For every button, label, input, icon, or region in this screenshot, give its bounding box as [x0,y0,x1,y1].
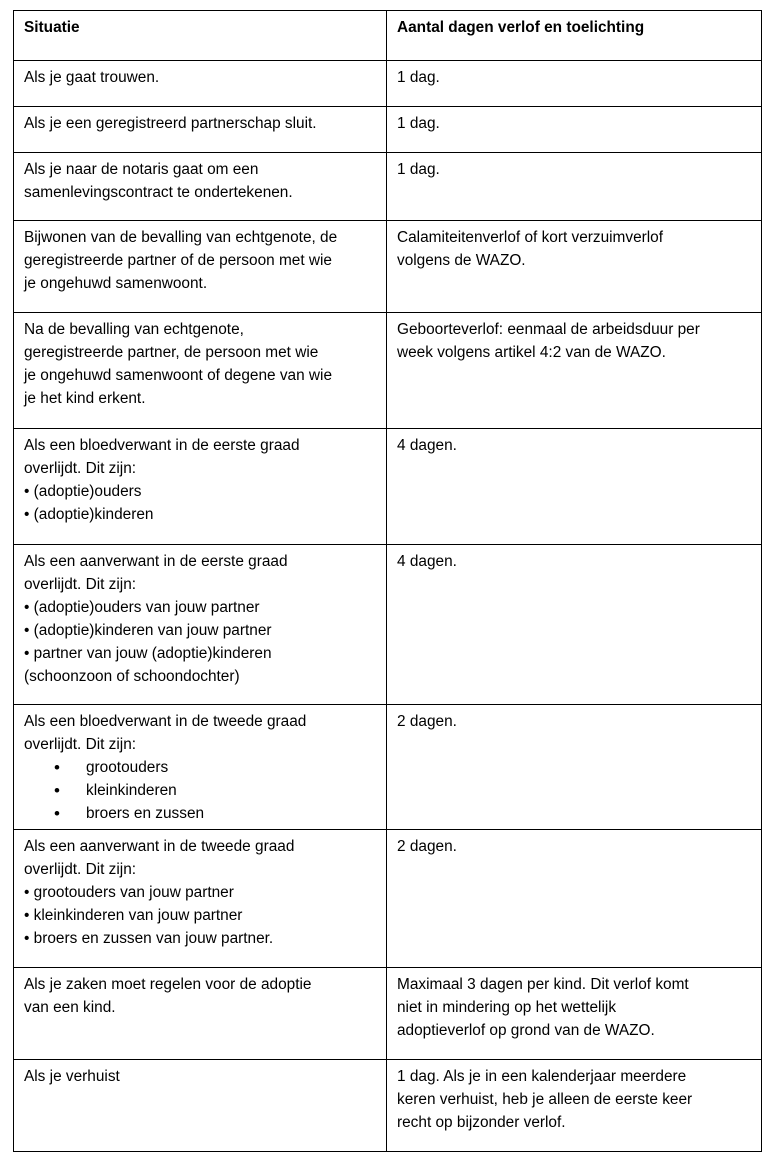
column-header-situation: Situatie [14,11,387,61]
bullet-item: • (adoptie)kinderen [24,506,154,523]
leave-cell [387,221,762,313]
situation-line: overlijdt. Dit zijn: [24,736,137,753]
leave-line: week volgens artikel 4:2 van de WAZO. [397,344,666,361]
situation-cell [14,107,387,153]
situation-line: Als een bloedverwant in de tweede graad [24,713,307,730]
bullet-item: • broers en zussen van jouw partner. [24,930,274,947]
leave-line: 1 dag. Als je in een kalenderjaar meerdere [397,1068,687,1085]
table-row [14,153,762,221]
table-row [14,221,762,313]
leave-cell [387,313,762,429]
bullet-item: • grootouders van jouw partner [24,884,234,901]
leave-cell [387,429,762,545]
situation-line: Als je naar de notaris gaat om een [24,161,259,178]
leave-cell [387,1060,762,1152]
situation-line: samenlevingscontract te ondertekenen. [24,184,293,201]
situation-cell [14,61,387,107]
leave-line: 1 dag. [397,161,440,178]
leave-line: 4 dagen. [397,553,457,570]
bullet-item: • grootouders [24,756,376,779]
situation-cell [14,221,387,313]
table-row [14,830,762,968]
situation-line: Na de bevalling van echtgenote, [24,321,244,338]
bullet-item: • kleinkinderen van jouw partner [24,907,243,924]
situation-line: je het kind erkent. [24,390,146,407]
bullet-item: • (adoptie)ouders [24,483,142,500]
leave-cell [387,830,762,968]
table-row [14,313,762,429]
leave-line: Calamiteitenverlof of kort verzuimverlof [397,229,664,246]
bullet-item: • kleinkinderen [24,779,376,802]
leave-line: keren verhuist, heb je alleen de eerste keer [397,1091,693,1108]
bullet-item: • (adoptie)kinderen van jouw partner [24,622,272,639]
situation-cell [14,968,387,1060]
situation-line: overlijdt. Dit zijn: [24,861,137,878]
situation-line: Als je zaken moet regelen voor de adoptie [24,976,312,993]
leave-cell [387,705,762,830]
bullet-item: • partner van jouw (adoptie)kinderen [24,645,272,662]
situation-line: van een kind. [24,999,116,1016]
leave-line: niet in mindering op het wettelijk [397,999,617,1016]
leave-line: adoptieverlof op grond van de WAZO. [397,1022,655,1039]
column-header-leave: Aantal dagen verlof en toelichting [387,11,762,61]
situation-line: (schoonzoon of schoondochter) [24,668,240,685]
situation-cell [14,1060,387,1152]
situation-line: overlijdt. Dit zijn: [24,460,137,477]
table-row [14,705,762,830]
table-header-row [14,11,762,61]
situation-cell [14,313,387,429]
leave-line: 2 dagen. [397,713,457,730]
bullet-item: • (adoptie)ouders van jouw partner [24,599,260,616]
leave-line: Geboorteverlof: eenmaal de arbeidsduur per [397,321,700,338]
leave-cell [387,107,762,153]
situation-line: geregistreerde partner of de persoon met wie [24,252,332,269]
leave-line: 4 dagen. [397,437,457,454]
leave-table [13,10,762,1152]
table-row [14,968,762,1060]
situation-line: Als je een geregistreerd partnerschap sluit. [24,115,317,132]
table-row [14,545,762,705]
situation-cell [14,830,387,968]
situation-line: je ongehuwd samenwoont. [24,275,208,292]
leave-cell [387,153,762,221]
situation-cell [14,705,387,830]
bullet-list [24,756,376,825]
situation-cell [14,429,387,545]
situation-cell [14,153,387,221]
leave-line: 2 dagen. [397,838,457,855]
situation-line: Als een aanverwant in de eerste graad [24,553,288,570]
leave-cell [387,545,762,705]
leave-line: 1 dag. [397,115,440,132]
table-row [14,429,762,545]
situation-line: je ongehuwd samenwoont of degene van wie [24,367,333,384]
table-row [14,61,762,107]
leave-line: 1 dag. [397,69,440,86]
situation-line: Als een bloedverwant in de eerste graad [24,437,300,454]
leave-cell [387,968,762,1060]
bullet-item: • broers en zussen [24,802,376,825]
situation-cell [14,545,387,705]
table-row [14,1060,762,1152]
leave-line: Maximaal 3 dagen per kind. Dit verlof komt [397,976,689,993]
leave-line: volgens de WAZO. [397,252,526,269]
table-row [14,107,762,153]
situation-line: geregistreerde partner, de persoon met wie [24,344,319,361]
situation-line: Als je gaat trouwen. [24,69,160,86]
situation-line: Als een aanverwant in de tweede graad [24,838,295,855]
leave-cell [387,61,762,107]
situation-line: Bijwonen van de bevalling van echtgenote, de [24,229,338,246]
situation-line: Als je verhuist [24,1068,120,1085]
situation-line: overlijdt. Dit zijn: [24,576,137,593]
leave-line: recht op bijzonder verlof. [397,1114,566,1131]
